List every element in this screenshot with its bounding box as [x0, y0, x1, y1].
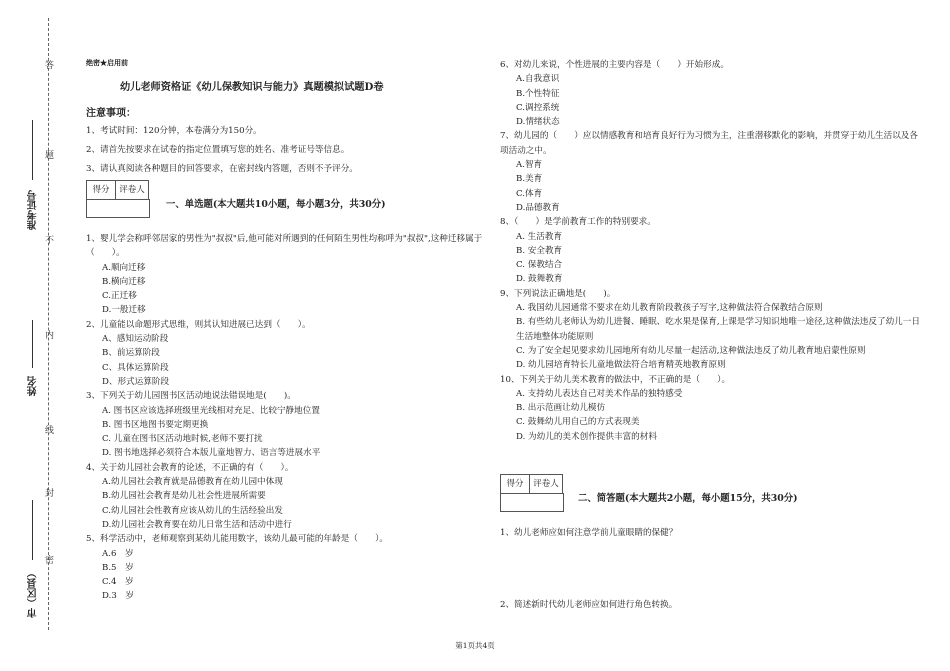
option: B.幼儿园社会教育是幼儿社会性进展所需要 — [102, 491, 266, 502]
option: C.幼儿园社会性教育应该从幼儿的生活经验出发 — [102, 505, 283, 516]
question — [86, 232, 486, 318]
notice-item: 1、考试时间：120分钟，本卷满分为150分。 — [86, 126, 262, 136]
option: B.横向迁移 — [102, 276, 146, 287]
seal-char: 内 — [43, 330, 53, 339]
option: A. 生活教育 — [516, 231, 563, 242]
question — [86, 461, 486, 532]
score-label: 得分 — [506, 479, 524, 489]
seal-char: 不 — [43, 235, 53, 244]
option: B. 图书区地图书要定期更换 — [102, 419, 209, 430]
option: C. 保教结合 — [516, 260, 563, 271]
short-question: 1、幼儿老师应如何注意学前儿童眼睛的保健？ — [500, 528, 678, 538]
option: C、具体运算阶段 — [102, 362, 169, 373]
question — [86, 389, 486, 460]
reviewer-label: 评卷人 — [115, 181, 148, 199]
exam-title: 幼儿老师资格证《幼儿保教知识与能力》真题模拟试题D卷 — [120, 81, 384, 93]
question-stem: 7、幼儿园的（ ）应以情感教育和培育良好行为习惯为主，注重潜移默化的影响，并贯穿于幼儿生活以及各项活动之中。 — [500, 131, 918, 156]
score-label: 得分 — [92, 185, 110, 195]
exam-number-label: 准考证号 — [28, 190, 39, 230]
option: D. 鼓舞教育 — [516, 274, 563, 285]
question-stem: 4、关于幼儿园社会教育的论述，不正确的有（ ）。 — [86, 462, 294, 473]
option: A. 我国幼儿园通常不要求在幼儿教育阶段教孩子写字,这种做法符合保教结合原则 — [516, 303, 823, 314]
option: A.自我意识 — [516, 74, 560, 85]
left-question-column — [86, 232, 486, 604]
option: B. 安全教育 — [516, 245, 563, 256]
section-title-short-answer: 二、简答题(本大题共2小题，每小题15分，共30分) — [578, 493, 798, 504]
seal-char: 线 — [43, 425, 53, 434]
question-stem: 2、儿童能以命题形式思维，则其认知进展已达到（ ）。 — [86, 319, 311, 330]
question — [86, 532, 486, 603]
option: C.体育 — [516, 188, 543, 199]
section-title-choice: 一、单选题(本大题共10小题，每小题3分，共30分) — [166, 199, 386, 210]
question-stem: 10、下列关于幼儿美术教育的做法中，不正确的是（ ）。 — [500, 374, 731, 385]
option: D. 为幼儿的美术创作提供丰富的材料 — [516, 431, 657, 442]
option: C.正迁移 — [102, 291, 137, 302]
option: B. 有些幼儿老师认为幼儿进餐、睡眠、吃水果是保育,上课是学习知识地唯一途径,这种做法违反了幼儿一日生活地整体功能原则 — [516, 317, 920, 342]
option: D. 幼儿园培育特长儿童地做法符合培育精英地教育原则 — [516, 360, 726, 371]
page-footer: 第1页共4页 — [455, 641, 495, 650]
seal-char: 题 — [43, 150, 53, 159]
option: C.4 岁 — [102, 577, 134, 588]
secret-mark: 绝密★启用前 — [86, 58, 128, 67]
district-label: 市（区县） — [28, 568, 39, 618]
question-stem: 5、科学活动中，老师观察到某幼儿能用数字，该幼儿最可能的年龄是（ ）。 — [86, 534, 388, 545]
option: B、前运算阶段 — [102, 348, 160, 359]
option: B.个性特征 — [516, 88, 560, 99]
option: A. 图书区应该选择班级里光线相对充足、比较宁静地位置 — [102, 405, 320, 416]
seal-dashed-line — [48, 18, 49, 630]
seal-char: 密 — [43, 555, 53, 564]
question — [500, 215, 920, 286]
question — [500, 58, 920, 129]
question-stem: 6、对幼儿来说，个性进展的主要内容是（ ）开始形成。 — [500, 60, 729, 70]
notice-heading: 注意事项： — [86, 108, 136, 119]
right-question-column — [500, 58, 920, 444]
notice-list — [86, 122, 486, 179]
seal-char: 封 — [43, 488, 53, 497]
option: B.5 岁 — [102, 562, 134, 573]
option: A.顺向迁移 — [102, 262, 146, 273]
question — [500, 287, 920, 373]
name-label: 姓名 — [28, 376, 39, 396]
option: D.3 岁 — [102, 591, 134, 602]
score-box — [86, 180, 149, 200]
reviewer-label: 评卷人 — [529, 475, 562, 493]
option: C. 鼓舞幼儿用自己的方式表现美 — [516, 417, 640, 428]
option: B. 出示范画让幼儿模仿 — [516, 403, 606, 414]
question — [500, 129, 920, 215]
name-line — [32, 320, 33, 368]
option: D. 图书地选择必须符合本版儿童地智力、语言等进展水平 — [102, 448, 321, 459]
question-stem: 8、（ ）是学前教育工作的特别要求。 — [500, 217, 656, 228]
exam-number-line — [32, 120, 33, 180]
option: D.品德教育 — [516, 202, 560, 213]
score-blank — [500, 493, 564, 512]
district-line — [32, 500, 33, 560]
option: C. 为了安全起见要求幼儿园地所有幼儿尽量一起活动,这种做法违反了幼儿教育地启蒙性原则 — [516, 345, 866, 356]
option: D.一般迁移 — [102, 305, 146, 316]
option: B.美育 — [516, 174, 543, 185]
question-stem: 1、婴儿学会称呼邻居家的男性为"叔叔"后,他可能对所遇到的任何陌生男性均称呼为"叔叔",这种迁移属于（ ）。 — [86, 234, 483, 259]
option: A.智育 — [516, 160, 543, 171]
option: C. 儿童在图书区活动地时候,老师不要打扰 — [102, 434, 263, 445]
option: D.情绪状态 — [516, 117, 560, 128]
question — [86, 318, 486, 389]
notice-item: 3、请认真阅读各种题目的回答要求，在密封线内答题，否则不予评分。 — [86, 164, 358, 174]
option: D、形式运算阶段 — [102, 376, 170, 387]
option: A.6 岁 — [102, 548, 134, 559]
option: A.幼儿园社会教育就是品德教育在幼儿园中体现 — [102, 477, 283, 488]
option: D.幼儿园社会教育要在幼儿日常生活和活动中进行 — [102, 519, 292, 530]
question-stem: 3、下列关于幼儿园图书区活动地说法错误地是( )。 — [86, 391, 296, 402]
short-question: 2、简述新时代幼儿老师应如何进行角色转换。 — [500, 600, 678, 610]
notice-item: 2、请首先按要求在试卷的指定位置填写您的姓名、准考证号等信息。 — [86, 145, 350, 155]
score-blank — [86, 199, 150, 218]
option: A. 支持幼儿表达自己对美术作品的独特感受 — [516, 388, 683, 399]
score-box — [500, 474, 563, 494]
option: C.调控系统 — [516, 102, 560, 113]
option: A、感知运动阶段 — [102, 334, 169, 345]
seal-char: 答 — [43, 60, 53, 69]
question-stem: 9、下列说法正确地是( )。 — [500, 288, 616, 299]
question — [500, 373, 920, 444]
binding-margin — [0, 0, 70, 671]
